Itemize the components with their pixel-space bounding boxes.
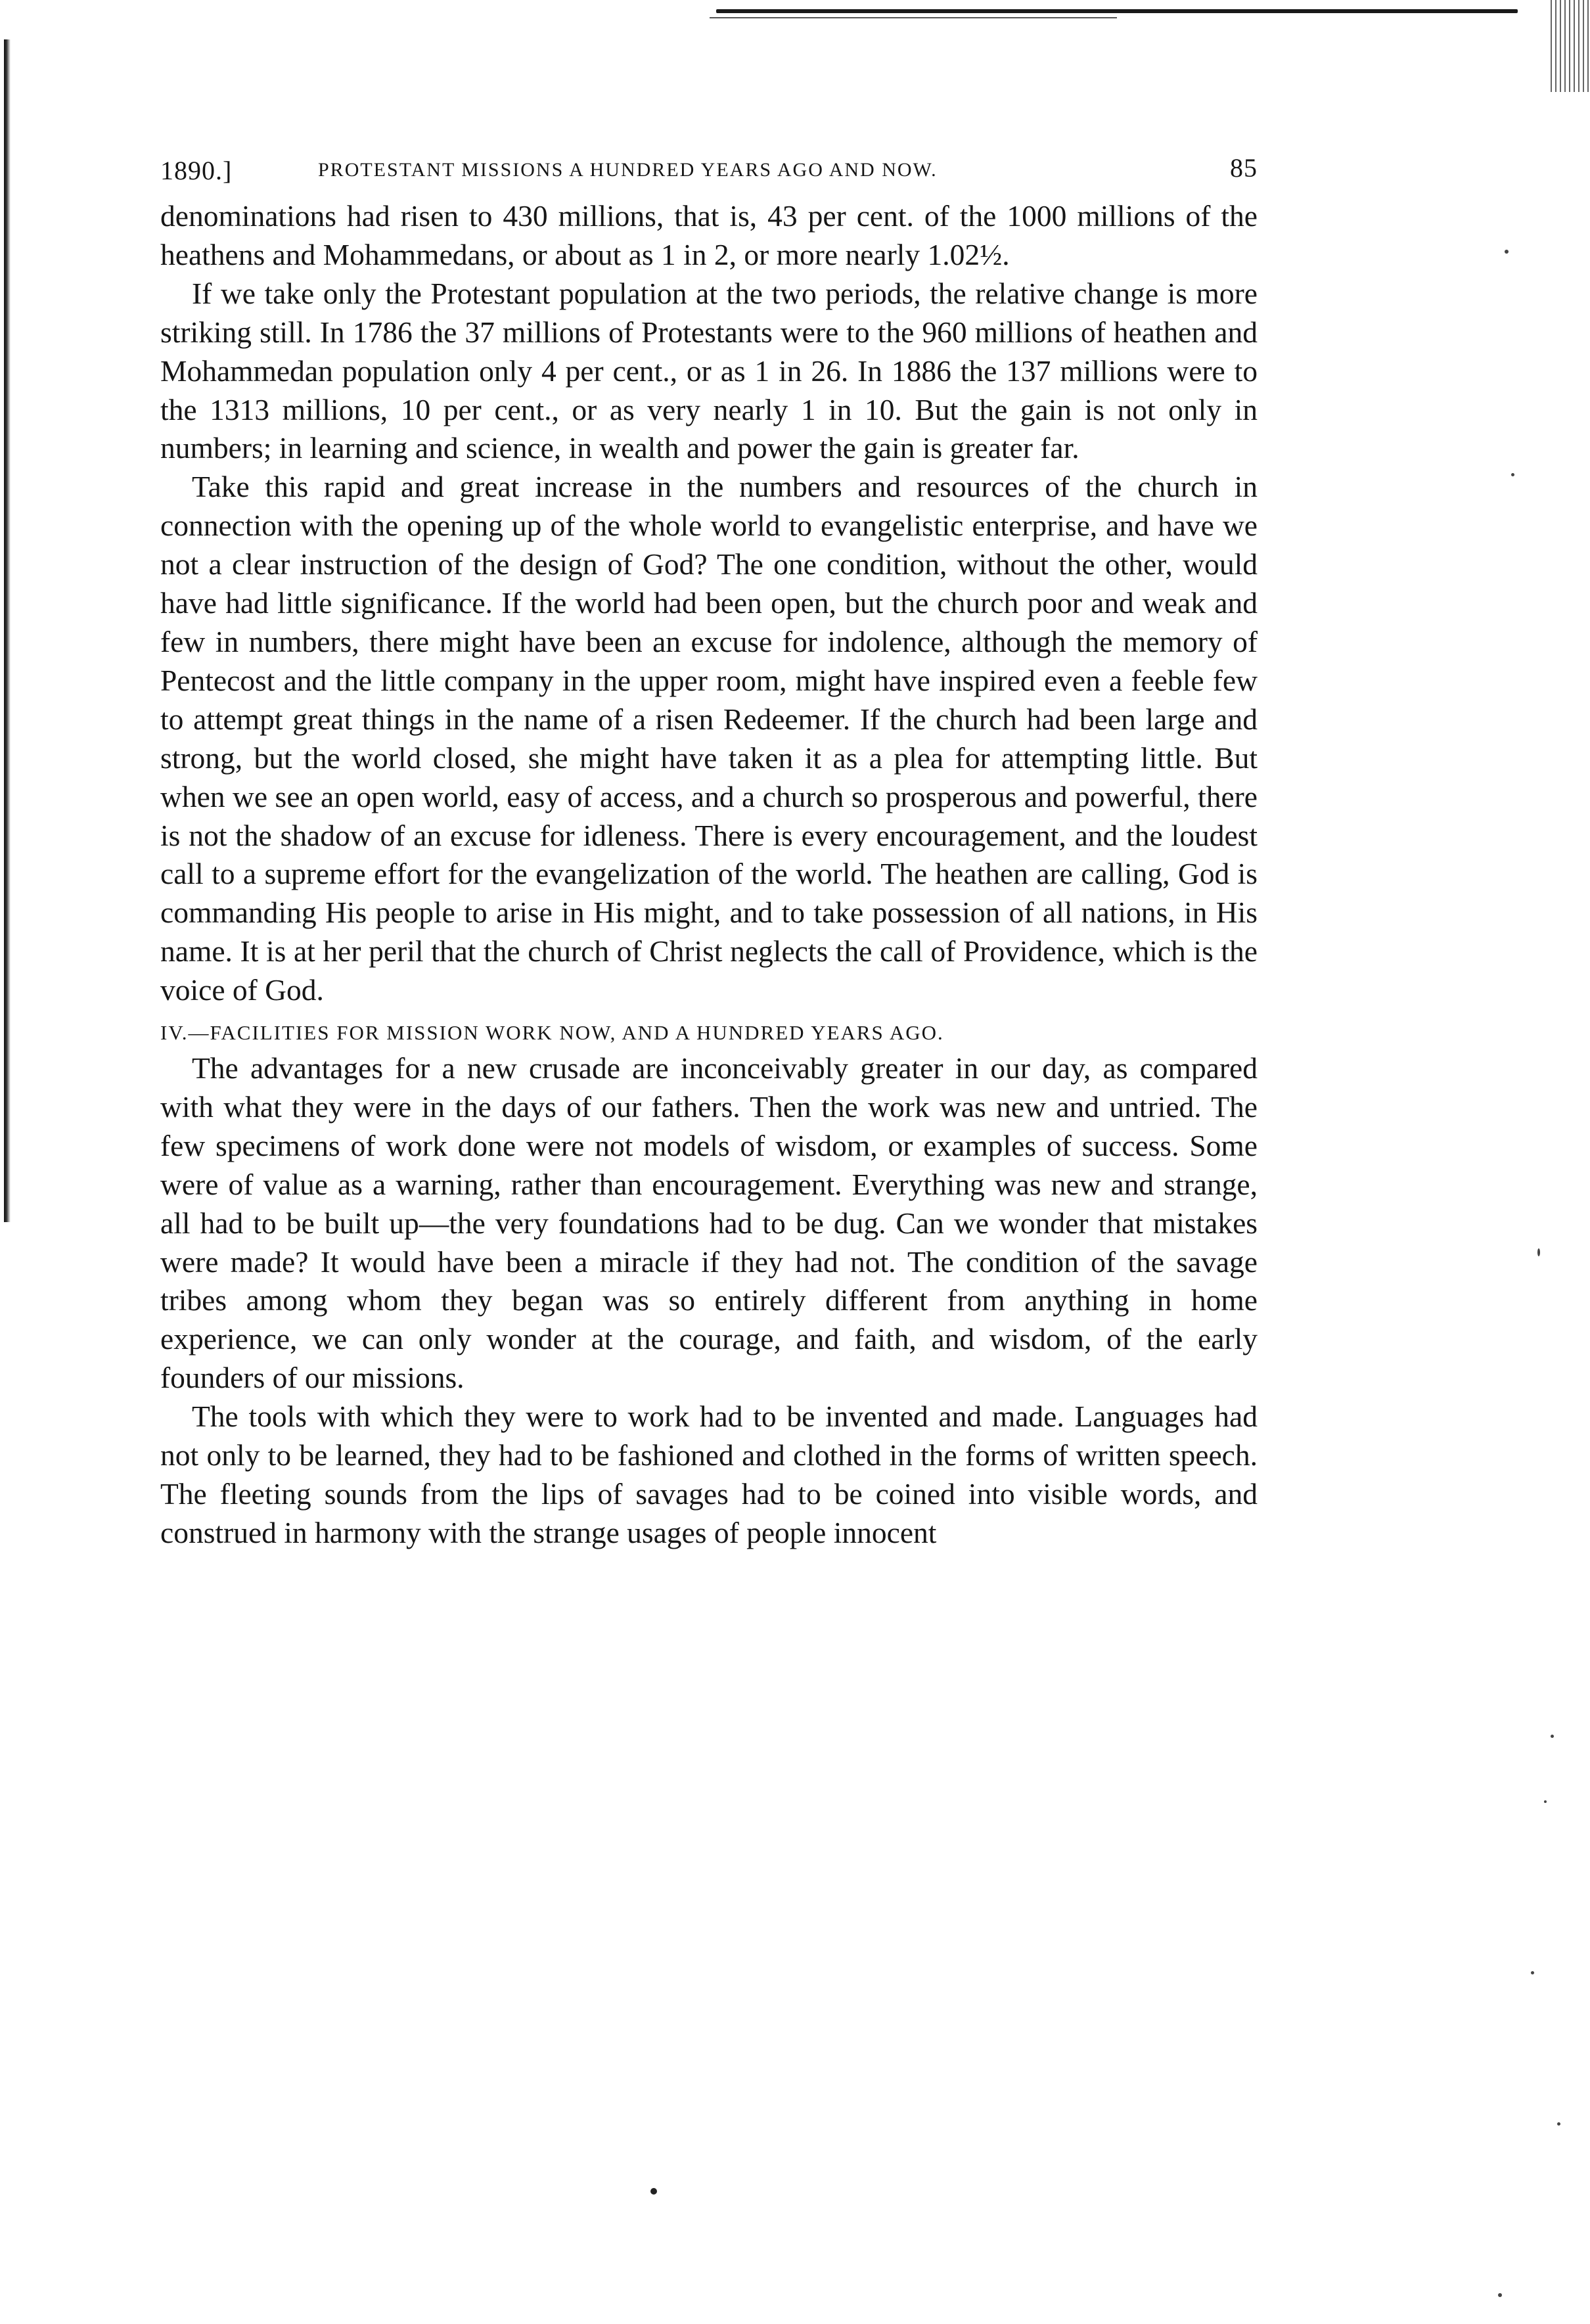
paragraph: If we take only the Protestant population at the two periods, the relative change is more striking still. In 1786 the 37 millions of Protestants were to the 960 millions of heathen and Mohammedan population only 4 per cent., or as 1 in 26. In 1886 the 137 millions were to the 1313 millions, 10 per cent., or as very nearly 1 in 10. But the gain is not only in numbers; in learning and science, in wealth and power the gain is greater far. [160, 276, 1258, 465]
running-head-title: PROTESTANT MISSIONS A HUNDRED YEARS AGO AND NOW. [318, 159, 938, 181]
scan-left-edge-shadow [4, 39, 11, 1222]
page-content [160, 138, 1258, 1553]
scan-right-edge-noise [1551, 0, 1590, 92]
scan-speck [1557, 2122, 1560, 2126]
scan-speck [1505, 250, 1509, 254]
scan-speck [1531, 1971, 1534, 1974]
scan-speck [1544, 1800, 1547, 1803]
scan-speck [1537, 1248, 1540, 1256]
running-head [160, 138, 1258, 197]
scan-speck [1511, 473, 1514, 476]
scan-top-rule [716, 9, 1518, 13]
paragraph: The tools with which they were to work had to be invented and made. Languages had not only to be learned, they had to be fashioned and clothed in the forms of written speech. The fleeting sounds from the lips of savages had to be coined into visible words, and construed in harmony with the strange usages of people innocent [160, 1400, 1258, 1549]
paragraph: Take this rapid and great increase in the numbers and resources of the church in connection with the opening up of the whole world to evangelistic enterprise, and have we not a clear instruction of the design of God? The one condition, without the other, would have had little significance. If the world had been open, but the church poor and weak and few in numbers, there might have been an excuse for indolence, although the memory of Pentecost and the little company in the upper room, might have inspired even a feeble few to attempt great things in the name of a risen Redeemer. If the church had been large and strong, but the world closed, she might have taken it as a plea for attempting little. But when we see an open world, easy of access, and a church so prosperous and powerful, there is not the shadow of an excuse for idleness. There is every encouragement, and the loudest call to a supreme effort for the evangelization of the world. The heathen are calling, God is commanding His people to arise in His might, and to take possession of all nations, in His name. It is at her peril that the church of Christ neglects the call of Providence, which is the voice of God. [160, 470, 1258, 1007]
scan-top-rule-thin [710, 17, 1117, 18]
page-number: 85 [1230, 153, 1258, 183]
article-body [160, 197, 1258, 1553]
section-heading: IV.—FACILITIES FOR MISSION WORK NOW, AND A HUNDRED YEARS AGO. [160, 1021, 944, 1045]
paragraph-continued: denominations had risen to 430 millions, that is, 43 per cent. of the 1000 millions of the heathens and Mohammedans, or about as 1 in 2, or more nearly 1.02½. [160, 199, 1258, 271]
paragraph: The advantages for a new crusade are inconceivably greater in our day, as compared with what they were in the days of our fathers. Then the work was new and untried. The few specimens of work done were not models of wisdom, or examples of success. Some were of value as a warning, rather than encouragement. Everything was new and strange, all had to be built up—the very foundations had to be dug. Can we wonder that mistakes were made? It would have been a miracle if they had not. The condition of the savage tribes among whom they began was so entirely different from anything in home experience, we can only wonder at the courage, and faith, and wisdom, of the early founders of our missions. [160, 1051, 1258, 1395]
scan-speck [1498, 2293, 1502, 2297]
footer-ink-mark [650, 2188, 657, 2195]
scan-speck [1551, 1735, 1554, 1738]
running-head-year: 1890.] [160, 156, 233, 185]
